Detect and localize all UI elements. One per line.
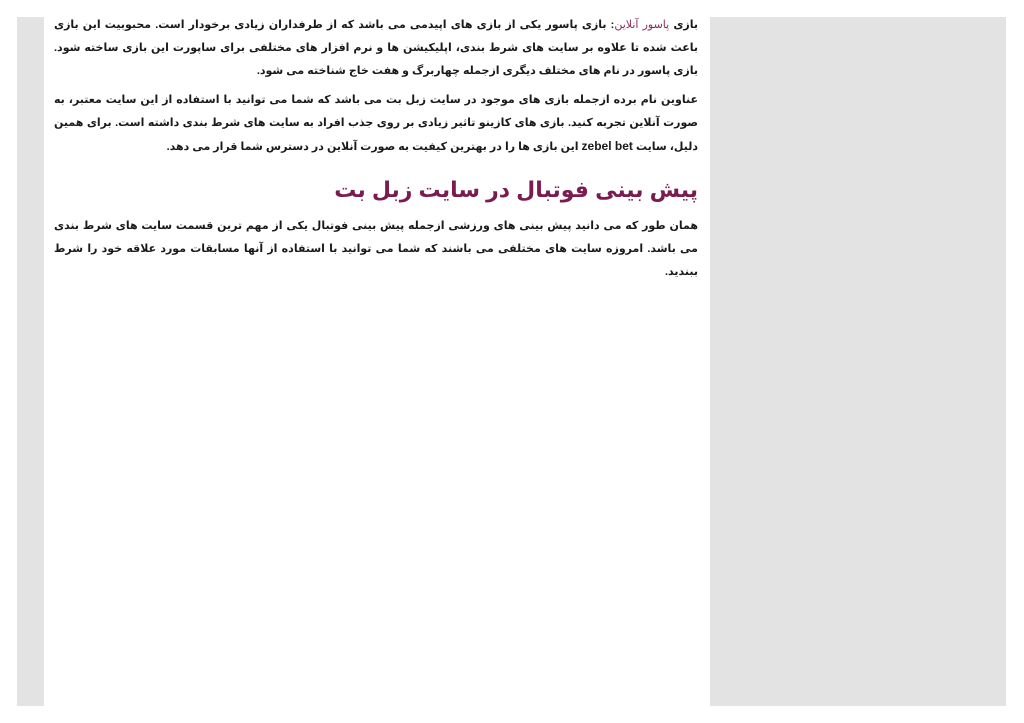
article-content xyxy=(54,14,698,295)
pasur-online-link[interactable]: پاسور آنلاین xyxy=(614,19,670,31)
paragraph-1 xyxy=(54,14,698,83)
sidebar xyxy=(710,17,1006,706)
paragraph-1-lead: بازی xyxy=(669,19,699,31)
left-gutter xyxy=(17,17,44,706)
paragraph-1-body: : بازی پاسور یکی از بازی های اپیدمی می باشد که از طرفداران زیادی برخودار است. محبوبیت این بازی باعث شده تا علاوه بر سایت های شرط بندی، اپلیکیشن ها و نرم افزار های مختلفی برای ساپورت این بازی ساخته شود. بازی پاسور در نام های مختلف دیگری ازجمله چهاربرگ و هفت خاج شناخته می شود. xyxy=(54,19,698,77)
paragraph-2 xyxy=(54,89,698,159)
brand-name: zebel bet xyxy=(581,139,633,153)
section-heading: پیش بینی فوتبال در سایت زبل بت xyxy=(334,177,698,202)
paragraph-3: همان طور که می دانید پیش بینی های ورزشی ازجمله پیش بینی فوتبال یکی از مهم ترین قسمت سایت های شرط بندی می باشد. امروزه سایت های مختلفی می باشند که شما می توانید با استفاده از آنها مسابقات مورد علاقه خود را شرط ببندید. xyxy=(54,220,698,278)
paragraph-2-lead: عناوین نام برده ازجمله بازی های موجود در سایت زبل بت می باشد که شما می توانید با استفاده از این سایت معتبر، به صورت آنلاین تجربه کنید. بازی های کازینو تاثیر زیادی بر روی جذب افراد به سایت های شرط بندی داشته است. برای همین دلیل، سایت xyxy=(54,94,698,153)
paragraph-2-body: این بازی ها را در بهترین کیفیت به صورت آنلاین در دسترس شما قرار می دهد. xyxy=(166,141,582,153)
